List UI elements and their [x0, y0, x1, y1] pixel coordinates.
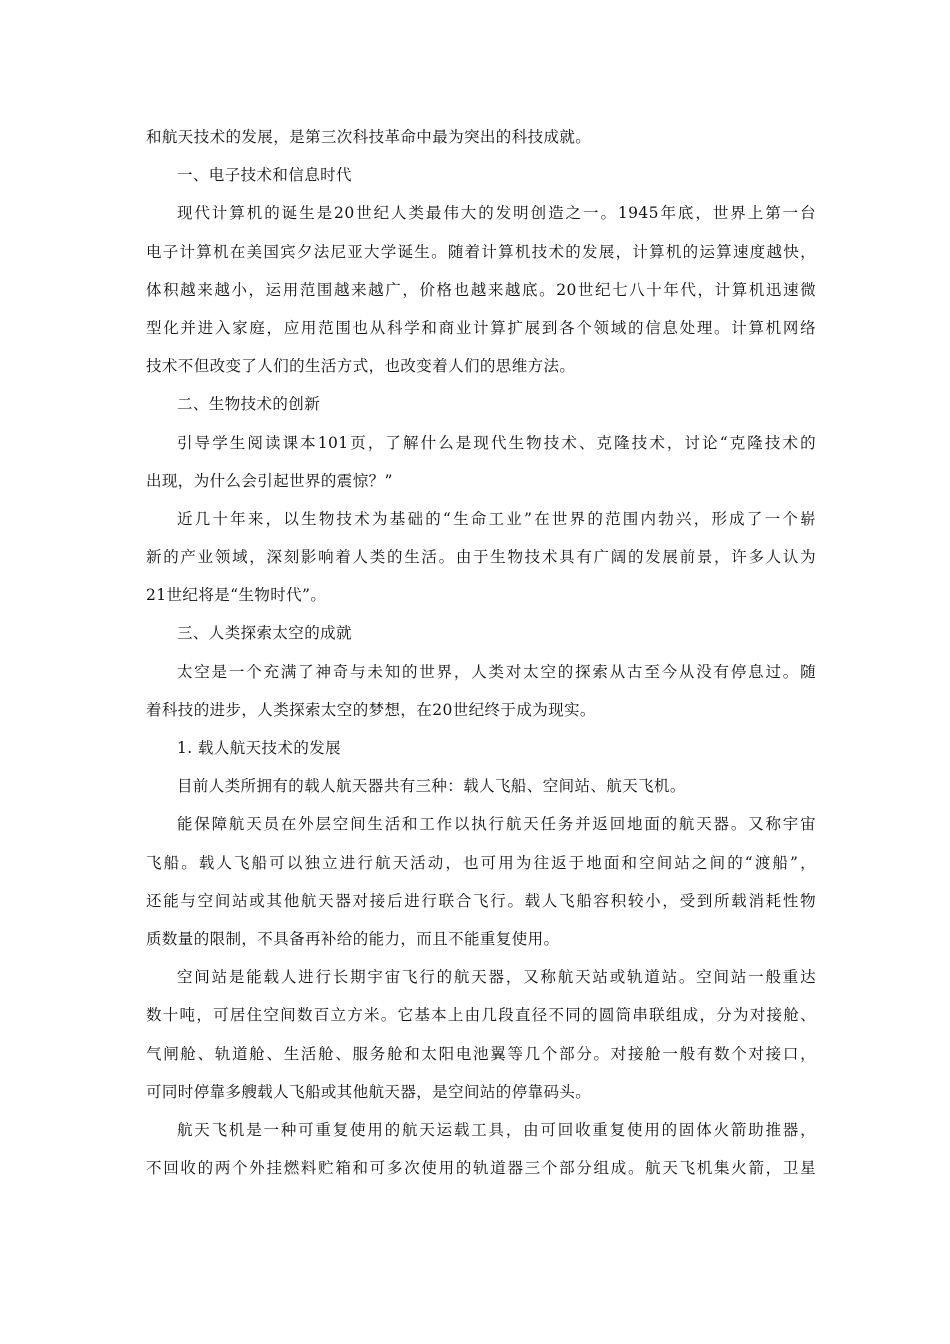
paragraph-line: 出现，为什么会引起世界的震惊？”	[146, 471, 393, 490]
subsection-heading-manned-spaceflight: 1. 载人航天技术的发展	[177, 739, 342, 757]
paragraph-line: 空间站是能载人进行长期宇宙飞行的航天器，又称航天站或轨道站。空间站一般重达	[177, 968, 816, 987]
paragraph-line: 飞船。载人飞船可以独立进行航天活动，也可用为往返于地面和空间站之间的“渡船”，	[146, 853, 816, 872]
paragraph-line: 数十吨，可居住空间数百立方米。它基本上由几段直径不同的圆筒串联组成，分为对接舱、	[146, 1006, 816, 1025]
paragraph-line: 质数量的限制，不具备再补给的能力，而且不能重复使用。	[146, 929, 560, 948]
paragraph-line: 目前人类所拥有的载人航天器共有三种：载人飞船、空间站、航天飞机。	[177, 777, 686, 796]
paragraph-line: 和航天技术的发展，是第三次科技革命中最为突出的科技成就。	[146, 128, 592, 146]
paragraph-line: 引导学生阅读课本101页，了解什么是现代生物技术、克隆技术，讨论“克隆技术的	[177, 433, 816, 452]
paragraph-line: 技术不但改变了人们的生活方式，也改变着人们的思维方法。	[146, 357, 576, 376]
section-heading-space: 三、人类探索太空的成就	[177, 624, 352, 643]
document-body	[146, 123, 816, 1192]
paragraph-line: 型化并进入家庭，应用范围也从科学和商业计算扩展到各个领域的信息处理。计算机网络	[146, 318, 816, 337]
section-heading-electronics: 一、电子技术和信息时代	[177, 166, 352, 185]
paragraph-line: 电子计算机在美国宾夕法尼亚大学诞生。随着计算机技术的发展，计算机的运算速度越快，	[146, 242, 816, 261]
paragraph-line: 新的产业领域，深刻影响着人类的生活。由于生物技术具有广阔的发展前景，许多人认为	[146, 548, 816, 567]
paragraph-line: 能保障航天员在外层空间生活和工作以执行航天任务并返回地面的航天器。又称宇宙	[177, 815, 816, 834]
paragraph-line: 21世纪将是“生物时代”。	[146, 586, 327, 605]
section-heading-biotech: 二、生物技术的创新	[177, 395, 321, 414]
paragraph-line: 不回收的两个外挂燃料贮箱和可多次使用的轨道器三个部分组成。航天飞机集火箭，卫星	[146, 1159, 816, 1178]
paragraph-line: 太空是一个充满了神奇与未知的世界，人类对太空的探索从古至今从没有停息过。随	[177, 662, 816, 681]
paragraph-line: 现代计算机的诞生是20世纪人类最伟大的发明创造之一。1945年底，世界上第一台	[177, 204, 816, 223]
paragraph-line: 还能与空间站或其他航天器对接后进行联合飞行。载人飞船容积较小，受到所载消耗性物	[146, 891, 816, 910]
paragraph-line: 着科技的进步，人类探索太空的梦想，在20世纪终于成为现实。	[146, 700, 596, 719]
paragraph-line: 航天飞机是一种可重复使用的航天运载工具，由可回收重复使用的固体火箭助推器，	[177, 1120, 816, 1139]
paragraph-line: 气闸舱、轨道舱、生活舱、服务舱和太阳电池翼等几个部分。对接舱一般有数个对接口，	[146, 1044, 816, 1063]
paragraph-line: 可同时停靠多艘载人飞船或其他航天器，是空间站的停靠码头。	[146, 1082, 592, 1101]
paragraph-line: 体积越来越小，运用范围越来越广，价格也越来越底。20世纪七八十年代，计算机迅速微	[146, 280, 816, 299]
paragraph-line: 近几十年来，以生物技术为基础的“生命工业”在世界的范围内勃兴，形成了一个崭	[177, 509, 816, 528]
